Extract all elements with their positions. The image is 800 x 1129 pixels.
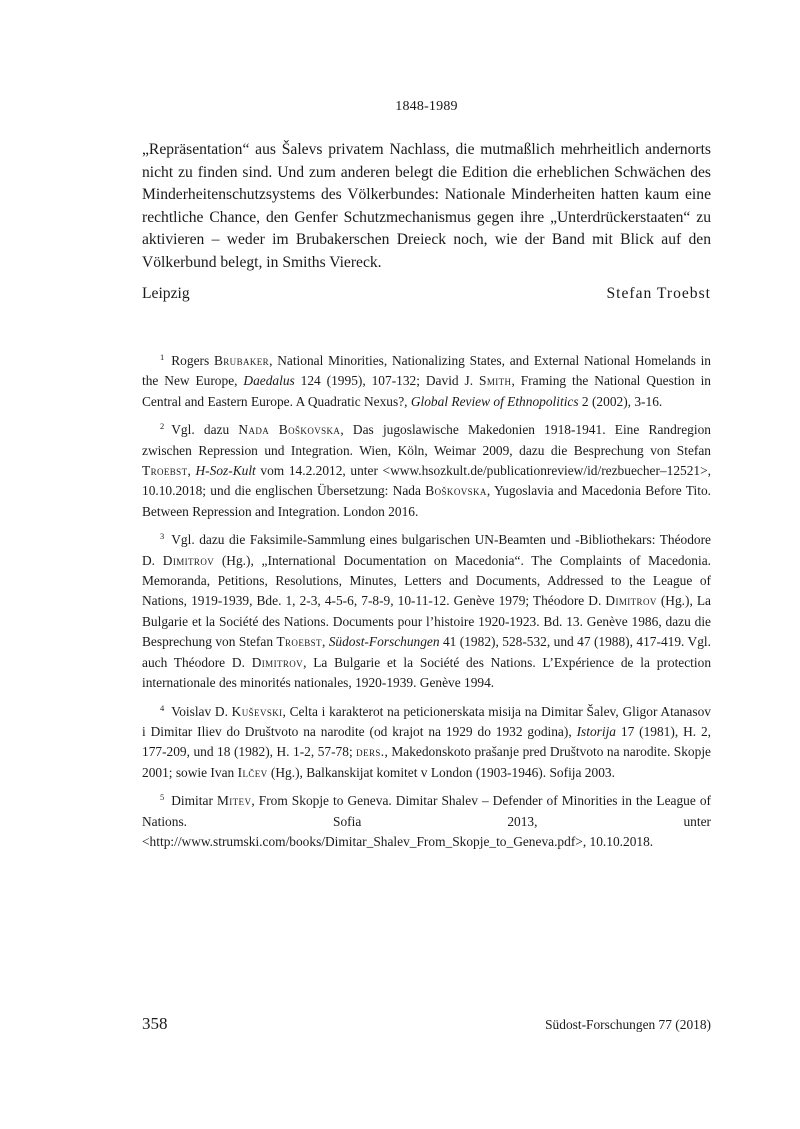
body-text	[142, 139, 711, 275]
footnote-1	[142, 347, 711, 412]
signature-place: Leipzig	[142, 285, 190, 302]
author-name: Kuševski	[231, 703, 283, 719]
author-name: Dimitrov	[162, 552, 215, 568]
footnote-text: Rogers	[171, 353, 214, 368]
footnote-number: 5	[160, 792, 165, 803]
footnote-text: 2 (2002), 3-16.	[578, 393, 663, 409]
author-name: Troebst	[142, 463, 188, 479]
footnote-number: 3	[160, 531, 165, 542]
footnote-number: 1	[160, 352, 165, 362]
footnotes-section	[142, 347, 711, 856]
footnote-text: (Hg.), „International Documentation on Macedonia“. The Complaints of Macedonia. Memoranda, Petitions, Resolutions, Minutes, Letters and Documents, Addressed to the League of Nations, 1919-1939, Bde. 1, 2-3, 4-5-6, 7-8-9, 10-11-12. Genève 1979; Théodore D.	[142, 552, 711, 609]
author-name: Troebst	[276, 634, 322, 650]
author-name: Mitev	[216, 793, 252, 809]
footnote-text: 124 (1995), 107-132; David J.	[294, 373, 479, 389]
footnote-text: , Celta i karakterot na peticionerskata misija na Dimitar Šalev, Gligor Atanasov i Dimitar Iliev do Društvoto na narodite (od krajot na 1929 do 1932 godina),	[142, 703, 711, 739]
footnote-number: 4	[160, 702, 165, 713]
footnote-text: (Hg.), Balkanskijat komitet v London (1903-1946). Sofija 2003.	[267, 764, 615, 780]
author-name: Brubaker	[213, 353, 270, 368]
footnote-text: , La Bulgarie et la Société des Nations. L’Expérience de la protection internationale des minorités nationales, 1920-1939. Genève 1994.	[142, 654, 712, 691]
author-name: Dimitrov	[251, 654, 304, 670]
author-name: Boškovska	[425, 483, 487, 499]
author-name: ders.	[356, 744, 385, 760]
document-page	[142, 0, 711, 1129]
running-head: 1848-1989	[395, 99, 458, 114]
author-name: Nada Boškovska	[238, 422, 341, 438]
signature-author: Stefan Troebst	[606, 285, 711, 302]
page-number: 358	[142, 1014, 168, 1033]
footnote-text: Vgl. dazu die Faksimile-Sammlung eines bulgarischen UN-Beamten und -Bibliothekars: Théodore D.	[142, 532, 711, 568]
footnote-text: , Yugoslavia and Macedonia Before Tito. Between Repression and Integration. London 2016.	[142, 483, 712, 519]
footnote-text: (Hg.), La Bulgarie et la Société des Nations. Documents pour l’histoire 1920-1923. Bd. 13. Genève 1986, dazu die Besprechung von Stefan	[142, 593, 711, 650]
footnote-number: 2	[160, 421, 165, 432]
footnote-text: Dimitar	[171, 793, 217, 809]
italic-title: Global Review of Ethnopolitics	[410, 393, 579, 409]
footnote-text: Vgl. dazu	[171, 422, 239, 438]
footnote-4	[142, 698, 711, 784]
footnote-text: , Das jugoslawische Makedonien 1918-1941. Eine Randregion zwischen Repression und Integration. Wien, Köln, Weimar 2009, dazu die Besprechung von Stefan	[142, 422, 711, 458]
footnote-text: ,	[321, 634, 329, 650]
footnote-text: 17 (1981), H. 2, 177-209, und 18 (1982), H. 1-2, 57-78;	[142, 723, 712, 760]
author-name: Dimitrov	[605, 593, 657, 609]
footnote-text: ,	[187, 463, 196, 479]
italic-title: Südost-Forschungen	[328, 634, 440, 650]
review-signature	[142, 285, 711, 309]
footnote-2	[142, 416, 711, 522]
author-name: Smith	[479, 373, 512, 389]
footnote-text: 41 (1982), 528-532, und 47 (1988), 417-419. Vgl. auch Théodore D.	[142, 634, 711, 670]
author-name: Ilčev	[237, 764, 268, 780]
footnote-5	[142, 787, 711, 852]
page-footer	[142, 1014, 711, 1038]
footnote-text: Voislav D.	[171, 703, 232, 719]
body-paragraph: „Repräsentation“ aus Šalevs privatem Nachlass, die mutmaßlich mehrheitlich andernorts nicht zu finden sind. Und zum anderen belegt die Edition die erheblichen Schwächen des Minderheitenschutzsystems des Völkerbundes: Nationale Minderheiten hatten kaum eine rechtliche Chance, den Genfer Schutzmechanismus gegen ihre „Unterdrückerstaaten“ zu aktivieren – weder im Brubakerschen Dreieck noch, wie der Band mit Blick auf den Völkerbund belegt, in Smiths Viereck.	[142, 141, 711, 271]
footnote-text: , Makedonskoto prašanje pred Društvoto na narodite. Skopje 2001; sowie Ivan	[142, 744, 711, 780]
italic-title: Istorija	[576, 723, 616, 739]
footnote-text: vom 14.2.2012, unter <www.hsozkult.de/publicationreview/id/rezbuecher–12521>, 10.10.2018; und die englischen Übersetzung: Nada	[142, 463, 711, 499]
italic-title: H-Soz-Kult	[195, 463, 256, 479]
footnote-text: , From Skopje to Geneva. Dimitar Shalev – Defender of Minorities in the League of Nations. Sofia 2013, unter <http://www.strumski.com/books/Dimitar_Shalev_From_Skopje_to_Geneva.pdf>, 10.10.2018.	[142, 793, 712, 849]
footnote-3	[142, 526, 711, 693]
footnote-text: , National Minorities, Nationalizing States, and External National Homelands in the New Europe,	[142, 353, 711, 389]
footnote-text: , Framing the National Question in Central and Eastern Europe. A Quadratic Nexus?,	[142, 373, 711, 409]
journal-reference: Südost-Forschungen 77 (2018)	[545, 1017, 711, 1032]
italic-title: Daedalus	[243, 373, 295, 389]
